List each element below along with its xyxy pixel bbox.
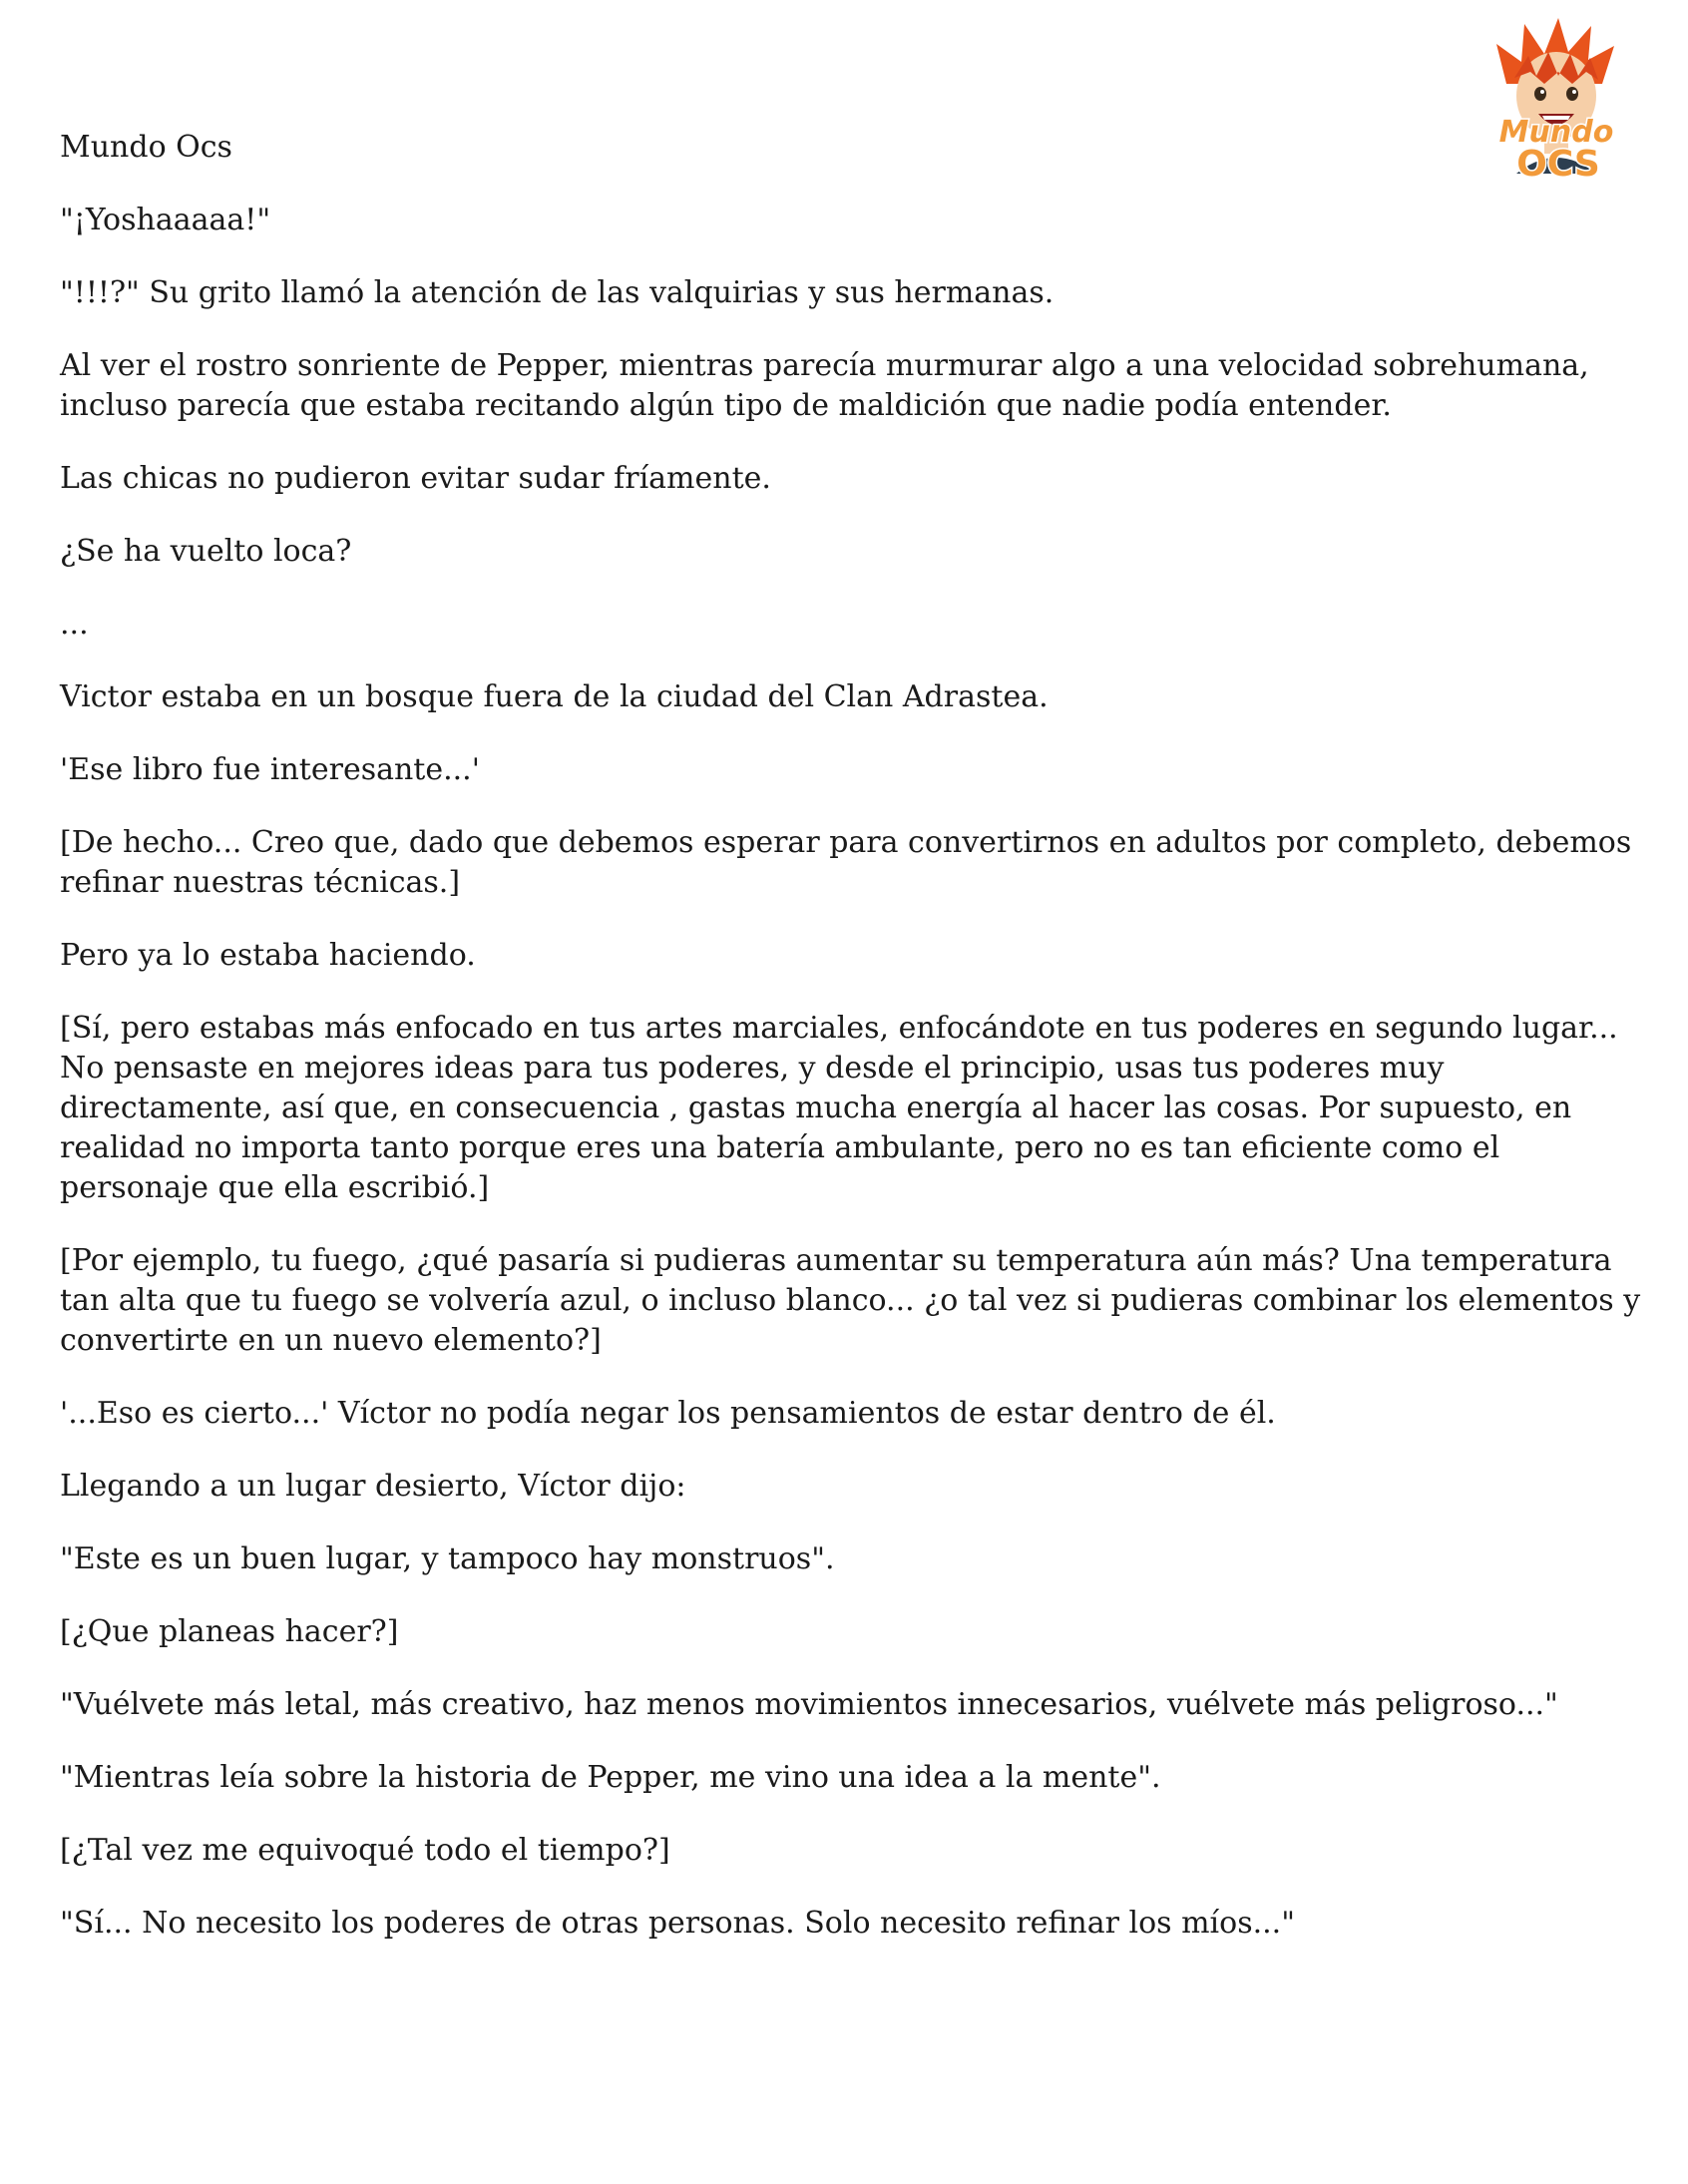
- paragraph: Pero ya lo estaba haciendo.: [60, 938, 476, 973]
- paragraph: 'Ese libro fue interesante...': [60, 752, 480, 787]
- paragraph: "Sí... No necesito los poderes de otras personas. Solo necesito refinar los míos...": [60, 1906, 1296, 1941]
- paragraph: Llegando a un lugar desierto, Víctor dijo:: [60, 1469, 686, 1504]
- paragraph: [Por ejemplo, tu fuego, ¿qué pasaría si pudieras aumentar su temperatura aún más? Una temperatura tan alta que tu fuego se volvería azul, o incluso blanco... ¿o tal vez si pudieras combinar los elementos y convertirte en un nuevo elemento?]: [60, 1243, 1650, 1358]
- logo-text-line2: OCS: [1516, 144, 1600, 184]
- paragraph: Mundo Ocs: [60, 130, 232, 165]
- logo-text-line1: Mundo: [1498, 115, 1614, 150]
- paragraph: "Este es un buen lugar, y tampoco hay monstruos".: [60, 1541, 835, 1576]
- paragraph: "¡Yoshaaaaa!": [60, 203, 271, 237]
- paragraph: [¿Que planeas hacer?]: [60, 1614, 399, 1649]
- paragraph: Al ver el rostro sonriente de Pepper, mientras parecía murmurar algo a una velocidad sobrehumana, incluso parecía que estaba recitando algún tipo de maldición que nadie podía entender.: [60, 348, 1599, 423]
- paragraph: ¿Se ha vuelto loca?: [60, 534, 352, 569]
- paragraph: [Sí, pero estabas más enfocado en tus artes marciales, enfocándote en tus poderes en segundo lugar... No pensaste en mejores ideas para tus poderes, y desde el principio, usas tus poderes muy directamente, así que, en consecuencia , gastas mucha energía al hacer las cosas. Por supuesto, en realidad no importa tanto porque eres una batería ambulante, pero no es tan eficiente como el personaje que ella escribió.]: [60, 1011, 1628, 1205]
- paragraph: [De hecho... Creo que, dado que debemos esperar para convertirnos en adultos por completo, debemos refinar nuestras técnicas.]: [60, 825, 1641, 900]
- paragraph: Las chicas no pudieron evitar sudar fríamente.: [60, 461, 771, 496]
- paragraph: "Vuélvete más letal, más creativo, haz menos movimientos innecesarios, vuélvete más peligroso...": [60, 1687, 1558, 1722]
- paragraph: "Mientras leía sobre la historia de Pepper, me vino una idea a la mente".: [60, 1760, 1161, 1795]
- paragraph: ...: [60, 607, 89, 642]
- paragraph: [¿Tal vez me equivoqué todo el tiempo?]: [60, 1833, 670, 1868]
- paragraph: '...Eso es cierto...' Víctor no podía negar los pensamientos de estar dentro de él.: [60, 1396, 1276, 1431]
- paragraph: Victor estaba en un bosque fuera de la ciudad del Clan Adrastea.: [60, 679, 1049, 714]
- paragraph: "!!!?" Su grito llamó la atención de las valquirias y sus hermanas.: [60, 275, 1055, 310]
- document-body: [60, 128, 1650, 1976]
